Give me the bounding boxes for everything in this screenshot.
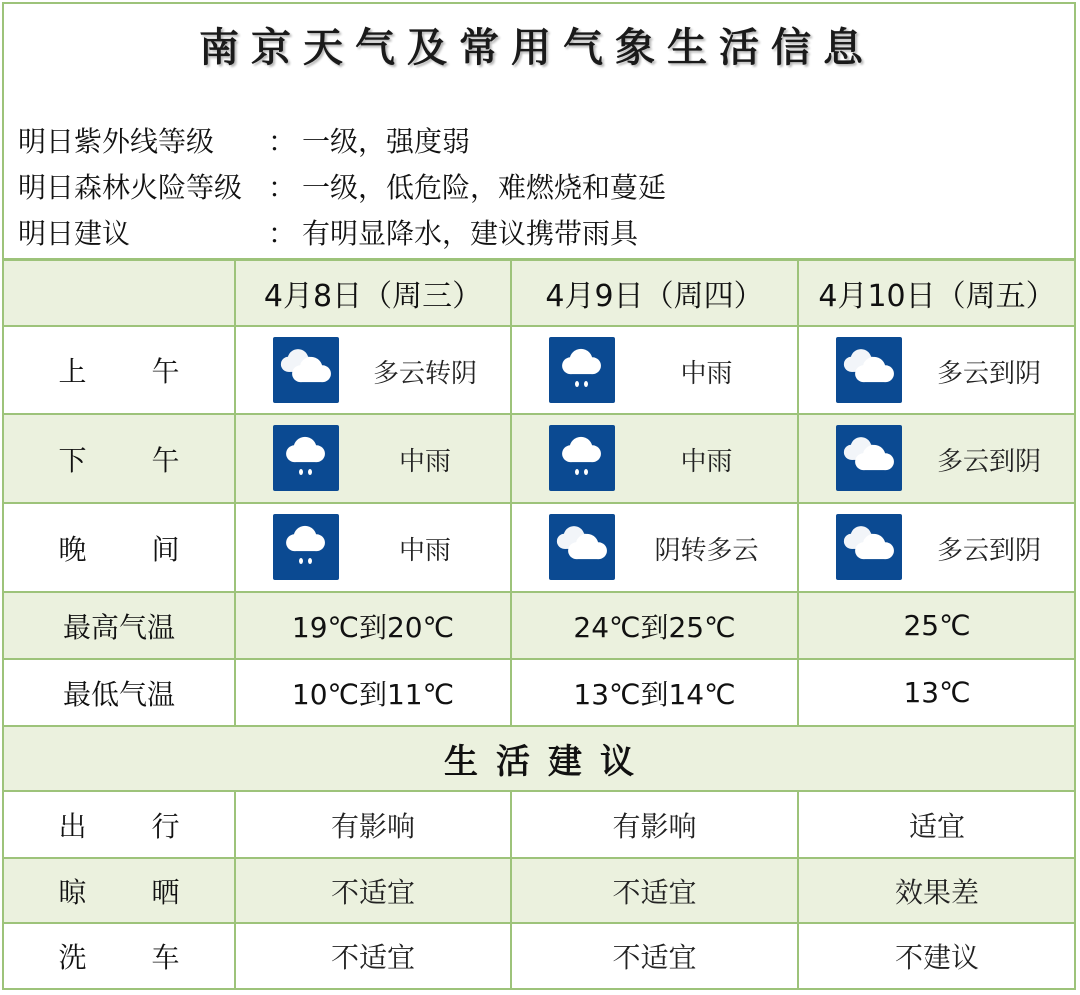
weather-cell <box>512 327 797 413</box>
fire-risk-value: ： 一级，低危险，难燃烧和蔓延 <box>268 171 667 204</box>
travel-day2: 有影响 <box>612 809 697 843</box>
weather-text: 中雨 <box>398 536 451 566</box>
weather-cell <box>512 504 797 590</box>
weather-text: 中雨 <box>398 447 451 477</box>
period-label-morning: 上 午 <box>58 355 208 388</box>
carwash-day3: 不建议 <box>894 941 979 974</box>
life-advice-title: 生活建议 <box>444 742 652 782</box>
min-temp-label: 最低气温 <box>62 677 175 711</box>
carwash-day2: 不适宜 <box>612 941 697 974</box>
partly-cloudy-icon <box>836 514 902 580</box>
weather-text: 多云到阴 <box>936 536 1041 566</box>
fire-risk-label: 明日森林火险等级 <box>18 171 243 204</box>
uv-level-label: 明日紫外线等级 <box>18 125 215 158</box>
rain-icon <box>549 425 615 491</box>
rain-icon <box>273 514 339 580</box>
max-temp-day2: 24℃到25℃ <box>573 610 736 644</box>
page-title: 南京天气及常用气象生活信息 <box>199 24 875 71</box>
max-temp-label: 最高气温 <box>62 610 175 644</box>
period-label-evening: 晚 间 <box>58 532 208 566</box>
weather-cell <box>512 415 797 501</box>
drying-day2: 不适宜 <box>612 875 697 909</box>
max-temp-day1: 19℃到20℃ <box>291 610 455 644</box>
weather-text: 阴转多云 <box>654 536 759 566</box>
max-temp-day3: 25℃ <box>903 609 971 642</box>
partly-cloudy-icon <box>836 425 902 491</box>
travel-day1: 有影响 <box>330 809 415 843</box>
rain-icon <box>549 337 615 403</box>
weather-text: 中雨 <box>680 359 733 389</box>
weather-text: 中雨 <box>680 447 733 477</box>
drying-day3: 效果差 <box>894 875 979 909</box>
travel-day3: 适宜 <box>908 809 965 843</box>
life-label-drying: 晾 晒 <box>58 875 208 909</box>
advice-value: ： 有明显降水，建议携带雨具 <box>268 217 639 250</box>
uv-level-value: ： 一级，强度弱 <box>268 125 471 158</box>
life-label-carwash: 洗 车 <box>58 941 208 974</box>
weather-text: 多云转阴 <box>372 359 477 389</box>
weather-cell <box>799 415 1075 501</box>
partly-cloudy-icon <box>273 337 339 403</box>
weather-text: 多云到阴 <box>936 359 1041 389</box>
drying-day1: 不适宜 <box>330 875 415 909</box>
weather-text: 多云到阴 <box>936 447 1041 477</box>
date-header-day2: 4月9日（周四） <box>545 279 764 314</box>
advice-label: 明日建议 <box>18 217 131 250</box>
weather-cell <box>236 415 510 501</box>
weather-cell <box>236 327 510 413</box>
min-temp-day2: 13℃到14℃ <box>573 677 736 711</box>
min-temp-day1: 10℃到11℃ <box>291 677 455 711</box>
period-label-afternoon: 下 午 <box>58 443 208 477</box>
date-header-day1: 4月8日（周三） <box>263 279 483 314</box>
carwash-day1: 不适宜 <box>330 941 415 974</box>
partly-cloudy-icon <box>836 337 902 403</box>
rain-icon <box>273 425 339 491</box>
header <box>2 2 1072 258</box>
weather-cell <box>799 504 1075 590</box>
life-label-travel: 出 行 <box>58 809 208 843</box>
partly-cloudy-icon <box>549 514 615 580</box>
min-temp-day3: 13℃ <box>903 676 971 709</box>
weather-cell <box>236 504 510 590</box>
date-header-day3: 4月10日（周五） <box>818 279 1056 314</box>
weather-cell <box>799 327 1075 413</box>
